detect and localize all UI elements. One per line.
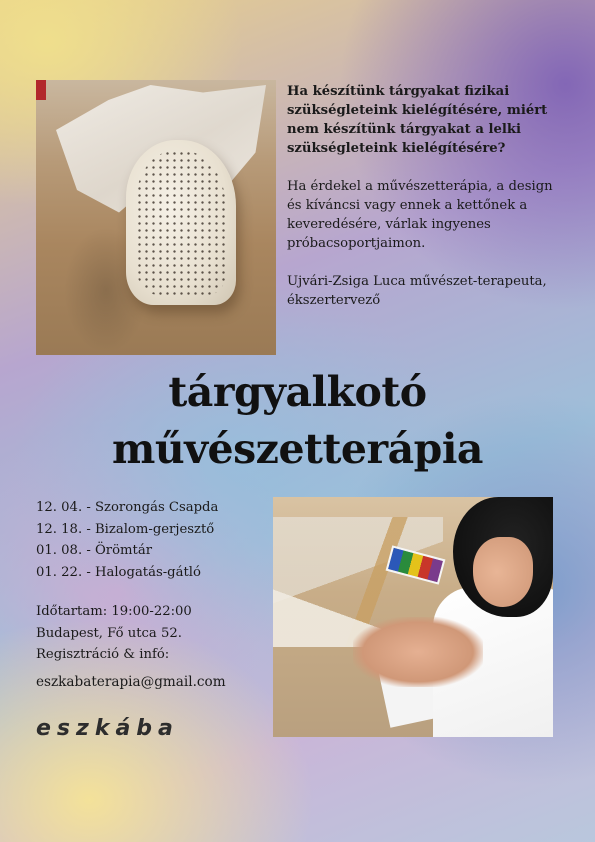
session-item: 12. 18. - Bizalom-gerjesztő xyxy=(36,521,215,537)
session-item: 12. 04. - Szorongás Csapda xyxy=(36,500,219,515)
workshop-photo xyxy=(273,497,553,737)
brand-logo: eszkába xyxy=(36,716,179,741)
clay-sculpture-photo xyxy=(36,80,276,355)
session-item: 01. 22. - Halogatás-gátló xyxy=(36,564,201,580)
intro-invite: Ha érdekel a művészetterápia, a design és kíváncsi vagy ennek a kettőnek a keveredésére, várlak ingyenes próbacsoportjaimon. xyxy=(287,179,553,251)
address: Budapest, Fő utca 52. xyxy=(36,625,182,641)
page-title-line2: művészetterápia xyxy=(112,425,483,473)
intro-author: Ujvári-Zsiga Luca művészet-terapeuta, ékszertervező xyxy=(287,274,547,308)
session-list xyxy=(36,497,266,583)
registration-label: Regisztráció & infó: xyxy=(36,647,170,662)
intro-question: Ha készítünk tárgyakat fizikai szükségleteink kielégítésére, miért nem készítünk tárgyakat a lelki szükségleteink kielégítésére? xyxy=(287,84,548,156)
session-item: 01. 08. - Örömtár xyxy=(36,543,153,558)
duration: Időtartam: 19:00-22:00 xyxy=(36,604,192,619)
event-info xyxy=(36,601,266,693)
intro-text xyxy=(287,82,567,329)
contact-email[interactable]: eszkabaterapia@gmail.com xyxy=(36,673,226,690)
page-title-line1: tárgyalkotó xyxy=(168,368,427,416)
